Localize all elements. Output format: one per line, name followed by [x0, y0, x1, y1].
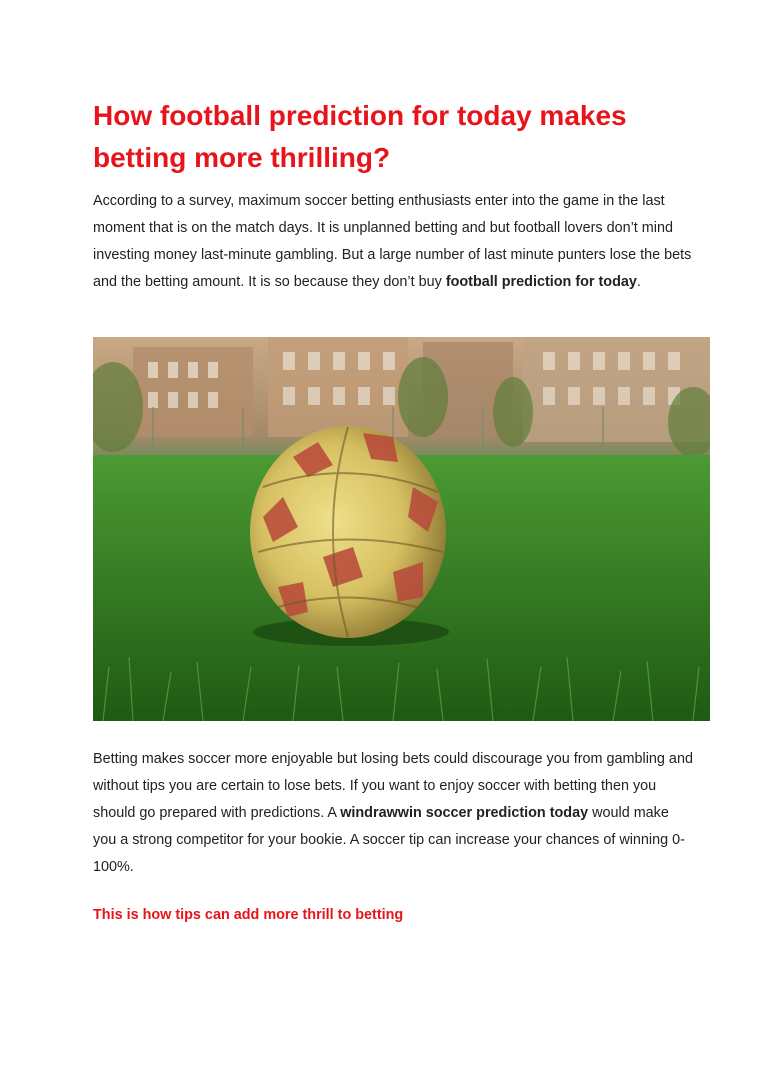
body-text: Betting makes soccer more enjoyable but losing bets could discourage you from gambling and without tips you are certain to lose bets. If you want to enjoy soccer with betting then you should go prepared with predictions. A — [93, 751, 693, 821]
intro-paragraph — [93, 188, 693, 296]
football-photo — [93, 337, 710, 721]
body-bold-phrase: windrawwin soccer prediction today — [340, 805, 589, 821]
section-subheading: This is how tips can add more thrill to betting — [93, 907, 404, 923]
body-text-end: would make you a strong competitor for your bookie. A soccer tip can increase your chances of winning 0-100%. — [93, 805, 685, 875]
intro-bold-phrase: football prediction for today — [445, 274, 637, 290]
intro-text: According to a survey, maximum soccer betting enthusiasts enter into the game in the last moment that is on the match days. It is unplanned betting and but football lovers don’t mind investing money last-minute gambling. But a large number of last minute punters lose the bets and the betting amount. It is so because they don’t buy — [93, 193, 692, 290]
article-title: How football prediction for today makes betting more thrilling? — [93, 100, 627, 173]
intro-text-end: . — [636, 274, 641, 290]
ball-graphic — [250, 426, 446, 638]
body-paragraph — [93, 746, 693, 881]
